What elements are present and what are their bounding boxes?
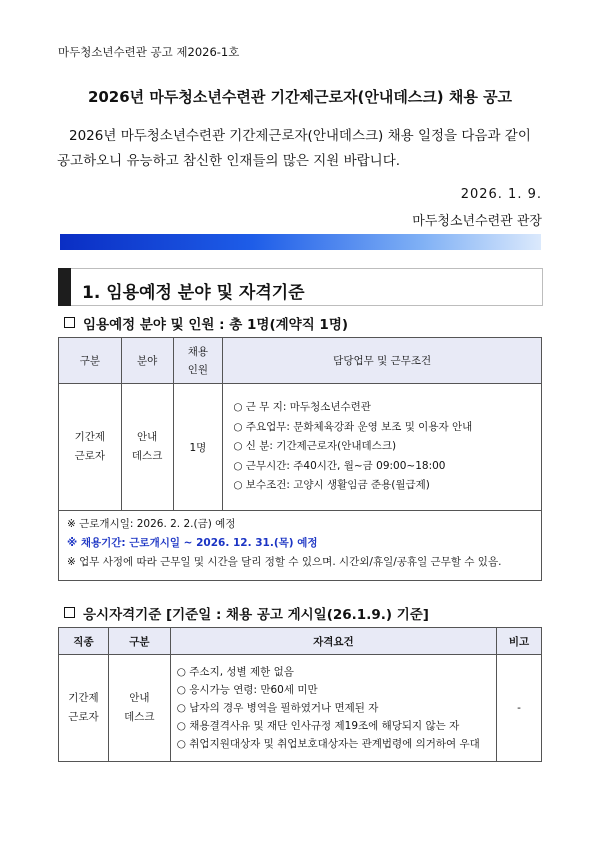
cell-category: 안내 데스크 [108,655,170,762]
section-header-accent [58,268,71,306]
cell-count: 1명 [173,384,223,511]
table-header-row [59,628,542,655]
duty-item: ○ 신 분: 기간제근로자(안내데스크) [233,440,397,453]
duty-item: ○ 보수조건: 고양시 생활임금 준용(월급제) [233,479,430,492]
subsection-recruitment [64,313,348,333]
cell-field: 안내 데스크 [121,384,173,511]
header-remark: 비고 [497,628,542,655]
cell-category: 기간제 근로자 [59,384,122,511]
requirement-item: ○ 남자의 경우 병역을 필하였거나 면제된 자 [176,702,379,714]
subsection-label: 임용예정 분야 및 인원 : 총 1명(계약직 1명) [83,317,349,333]
table-row [59,655,542,762]
requirement-item: ○ 주소지, 성별 제한 없음 [176,666,294,678]
square-bullet-icon [64,317,75,328]
header-category: 구분 [108,628,170,655]
cell-remark: - [497,655,542,762]
square-bullet-icon [64,607,75,618]
note-work-conditions: ※ 업무 사정에 따라 근무일 및 시간을 달리 정할 수 있으며. 시간외/휴일/공휴일 근무할 수 있음. [67,556,502,568]
table-header-row [59,338,542,384]
page-title: 2026년 마두청소년수련관 기간제근로자(안내데스크) 채용 공고 [87,88,513,106]
header-requirements: 자격요건 [170,628,496,655]
requirement-item: ○ 응시가능 연령: 만60세 미만 [176,684,318,696]
header-category: 구분 [59,338,122,384]
duty-item: ○ 근 무 지: 마두청소년수련관 [233,401,371,414]
note-start-date: ※ 근로개시일: 2026. 2. 2.(금) 예정 [67,518,236,530]
notice-number: 마두청소년수련관 공고 제2026-1호 [58,45,240,59]
requirement-item: ○ 취업지원대상자 및 취업보호대상자는 관계법령에 의거하여 우대 [176,738,480,750]
section-title: 1. 임용예정 분야 및 자격기준 [82,283,305,303]
decorative-gradient-bar [60,234,541,250]
header-job: 직종 [59,628,109,655]
requirement-item: ○ 채용결격사유 및 재단 인사규정 제19조에 해당되지 않는 자 [176,720,460,732]
table-row [59,384,542,511]
eligibility-table [58,627,542,762]
subsection-eligibility [64,603,429,623]
notes-list [67,515,501,572]
header-duties: 담당업무 및 근무조건 [223,338,542,384]
announcement-date: 2026. 1. 9. [460,187,542,202]
duty-item: ○ 주요업무: 문화체육강좌 운영 보조 및 이용자 안내 [233,420,473,433]
cell-duties [223,384,542,511]
duty-item: ○ 근무시간: 주40시간, 월~금 09:00~18:00 [233,459,446,472]
note-employment-period: ※ 채용기간: 근로개시일 ~ 2026. 12. 31.(목) 예정 [67,537,318,549]
signer: 마두청소년수련관 관장 [412,214,542,229]
header-field: 분야 [121,338,173,384]
cell-job: 기간제 근로자 [59,655,109,762]
recruitment-table [58,337,542,511]
subsection-label: 응시자격기준 [기준일 : 채용 공고 게시일(26.1.9.) 기준] [83,607,429,623]
intro-paragraph: 2026년 마두청소년수련관 기간제근로자(안내데스크) 채용 일정을 다음과 같이 공고하오니 유능하고 참신한 인재들의 많은 지원 바랍니다. [57,128,531,169]
cell-requirements [170,655,496,762]
header-count: 채용 인원 [173,338,223,384]
